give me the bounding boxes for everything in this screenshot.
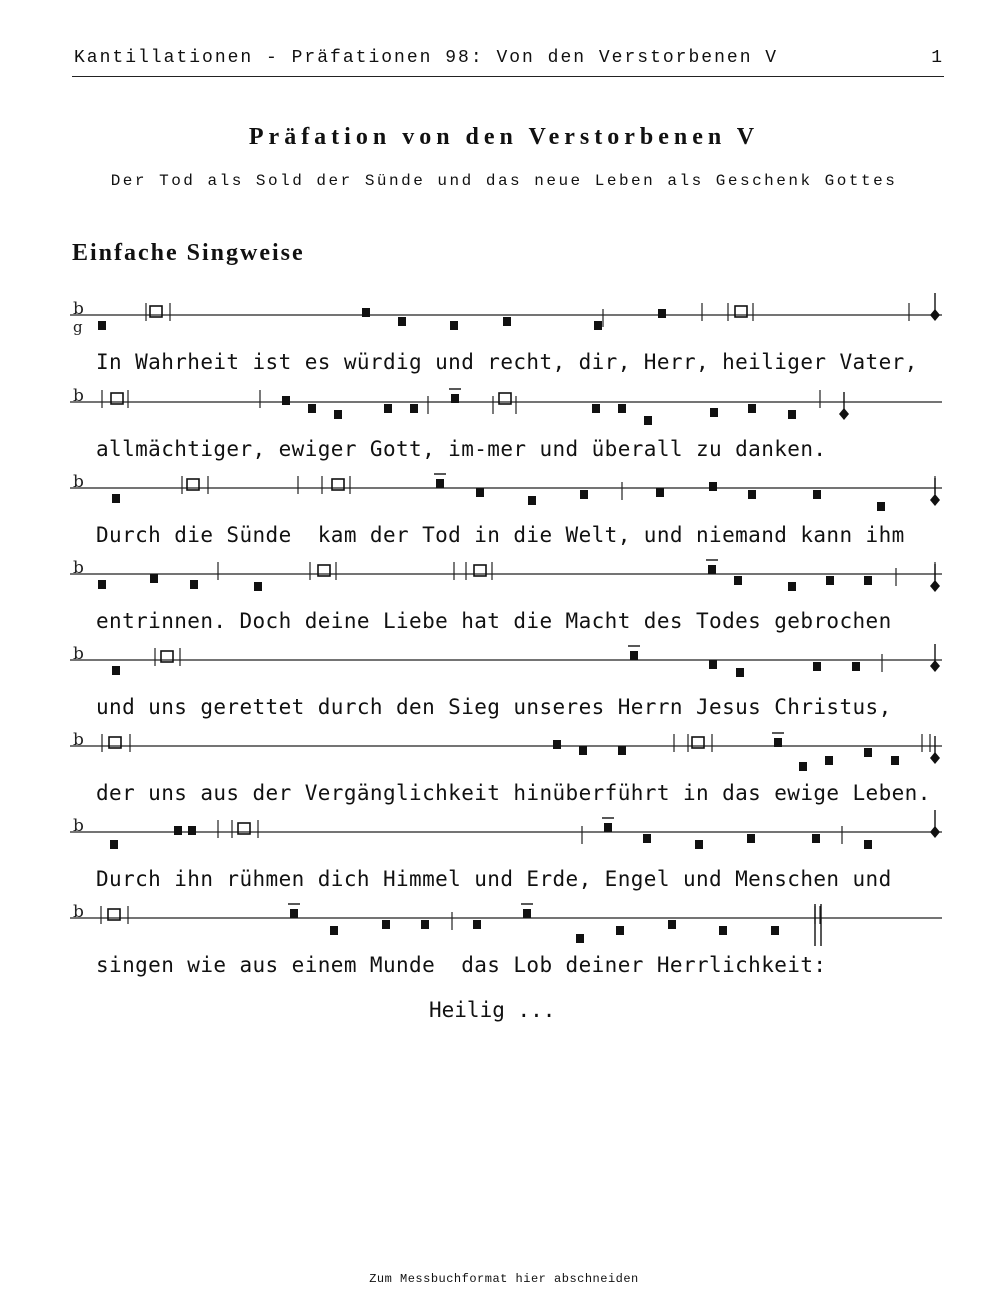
chant-note — [788, 582, 796, 591]
chant-note — [254, 582, 262, 591]
chant-note — [630, 651, 638, 660]
flat-icon: b — [73, 816, 84, 836]
chant-note — [421, 920, 429, 929]
chant-note — [618, 746, 626, 755]
chant-note — [695, 840, 703, 849]
lyric-line: Durch ihn rühmen dich Himmel und Erde, Engel und Menschen und — [96, 867, 892, 891]
chant-note — [774, 738, 782, 747]
chant-note — [656, 488, 664, 497]
chant-note — [771, 926, 779, 935]
chant-note — [523, 909, 531, 918]
chant-note — [330, 926, 338, 935]
page-title: Präfation von den Verstorbenen V — [248, 124, 760, 150]
chant-note — [710, 408, 718, 417]
chant-note — [112, 666, 120, 675]
chant-note — [864, 748, 872, 757]
chant-note — [110, 840, 118, 849]
flat-icon: b — [73, 558, 84, 578]
page-number: 1 — [931, 48, 942, 68]
chant-note — [709, 482, 717, 491]
lyric-line: In Wahrheit ist es würdig und recht, dir, Herr, heiliger Vater, — [96, 350, 918, 374]
chant-note — [290, 909, 298, 918]
chant-note — [668, 920, 676, 929]
lyric-line: Durch die Sünde kam der Tod in die Welt, und niemand kann ihm — [96, 523, 905, 547]
running-title: Kantillationen - Präfationen 98: Von den Verstorbenen V — [74, 48, 779, 68]
chant-note — [748, 490, 756, 499]
chant-note — [98, 321, 106, 330]
flat-icon: b — [73, 644, 84, 664]
chant-note — [410, 404, 418, 413]
chant-note — [709, 660, 717, 669]
chant-note — [592, 404, 600, 413]
chant-note — [799, 762, 807, 771]
chant-note — [826, 576, 834, 585]
section-heading: Einfache Singweise — [72, 240, 305, 266]
chant-note — [736, 668, 744, 677]
chant-note — [594, 321, 602, 330]
chant-note — [150, 574, 158, 583]
chant-note — [98, 580, 106, 589]
chant-note — [877, 502, 885, 511]
flat-icon: b — [73, 386, 84, 406]
chant-note — [891, 756, 899, 765]
chant-note — [864, 576, 872, 585]
chant-note — [618, 404, 626, 413]
chant-note — [644, 416, 652, 425]
flat-icon: b — [73, 730, 84, 750]
chant-note — [384, 404, 392, 413]
chant-note — [451, 394, 459, 403]
chant-note — [112, 494, 120, 503]
chant-note — [708, 565, 716, 574]
chant-note — [282, 396, 290, 405]
chant-note — [580, 490, 588, 499]
flat-icon: b — [73, 902, 84, 922]
chant-note — [812, 834, 820, 843]
page-subtitle: Der Tod als Sold der Sünde und das neue Leben als Geschenk Gottes — [110, 172, 898, 190]
chant-note — [476, 488, 484, 497]
chant-note — [748, 404, 756, 413]
chant-note — [362, 308, 370, 317]
chant-note — [188, 826, 196, 835]
chant-note — [553, 740, 561, 749]
chant-note — [852, 662, 860, 671]
lyric-line: der uns aus der Vergänglichkeit hinüberführt in das ewige Leben. — [96, 781, 931, 805]
lyric-line: allmächtiger, ewiger Gott, im-mer und überall zu danken. — [96, 437, 827, 461]
ending-text: Heilig ... — [429, 998, 556, 1022]
chant-note — [473, 920, 481, 929]
chant-note — [616, 926, 624, 935]
lyric-line: singen wie aus einem Munde das Lob deiner Herrlichkeit: — [96, 953, 827, 977]
chant-note — [334, 410, 342, 419]
chant-note — [658, 309, 666, 318]
chant-note — [643, 834, 651, 843]
cut-line-note: Zum Messbuchformat hier abschneiden — [369, 1272, 639, 1286]
chant-note — [788, 410, 796, 419]
chant-note — [450, 321, 458, 330]
chant-note — [747, 834, 755, 843]
chant-note — [864, 840, 872, 849]
chant-note — [382, 920, 390, 929]
flat-icon: b — [73, 472, 84, 492]
chant-note — [174, 826, 182, 835]
chant-note — [576, 934, 584, 943]
chant-note — [503, 317, 511, 326]
chant-note — [734, 576, 742, 585]
chant-note — [398, 317, 406, 326]
chant-note — [604, 823, 612, 832]
lyric-line: entrinnen. Doch deine Liebe hat die Macht des Todes gebrochen — [96, 609, 892, 633]
chant-note — [308, 404, 316, 413]
chant-note — [825, 756, 833, 765]
chant-note — [528, 496, 536, 505]
chant-note — [813, 490, 821, 499]
chant-note — [813, 662, 821, 671]
clef-g-mark: g — [73, 318, 83, 336]
lyric-line: und uns gerettet durch den Sieg unseres Herrn Jesus Christus, — [96, 695, 892, 719]
flat-icon: b — [73, 299, 84, 319]
chant-note — [719, 926, 727, 935]
chant-note — [436, 479, 444, 488]
chant-note — [579, 746, 587, 755]
chant-note — [190, 580, 198, 589]
